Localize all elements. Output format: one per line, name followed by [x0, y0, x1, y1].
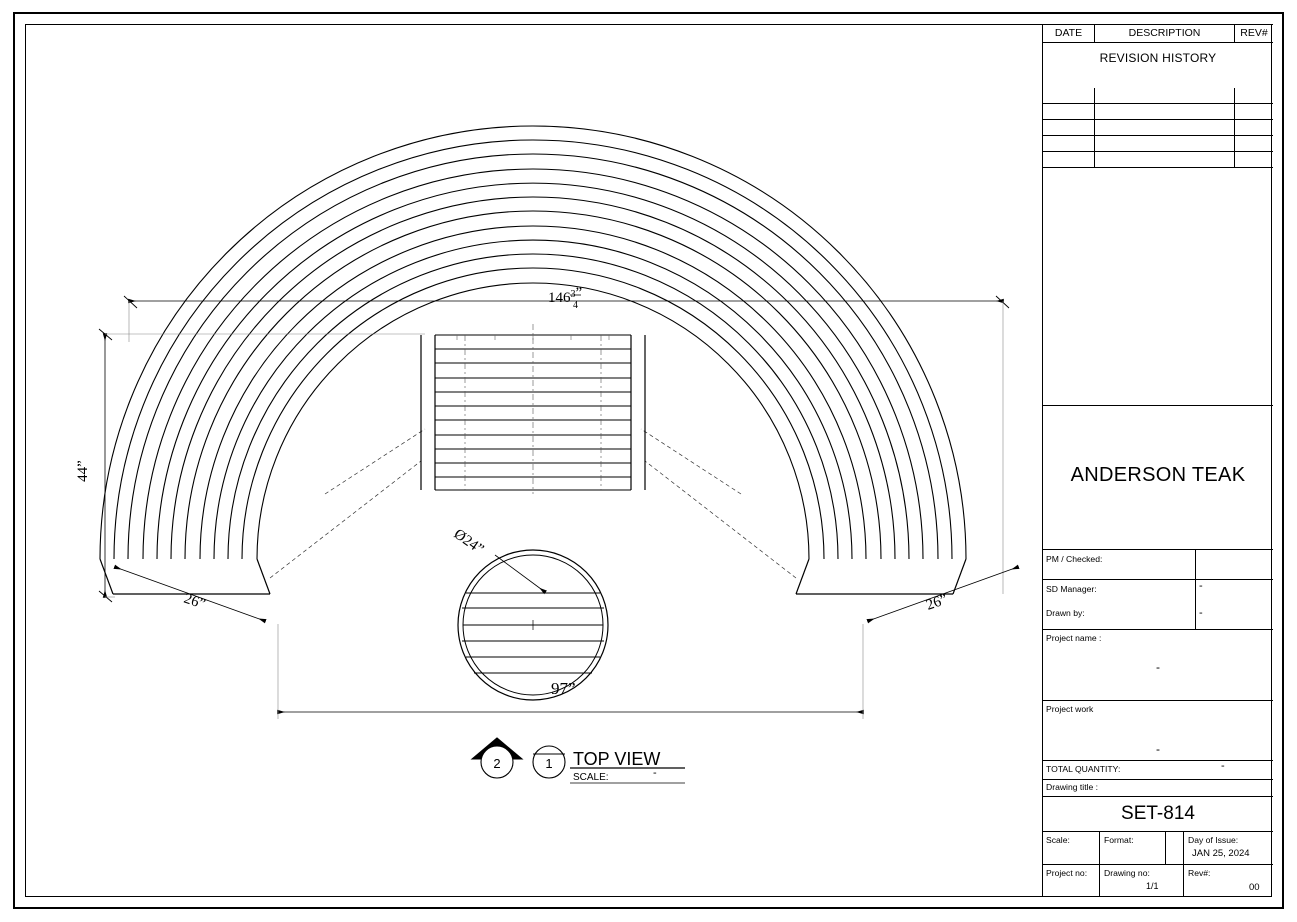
project-work-label: Project work — [1046, 704, 1094, 714]
view-scale-label: SCALE: — [573, 772, 609, 783]
project-name-value: - — [1156, 660, 1160, 674]
detail-bubble-right-label: 1 — [545, 756, 553, 771]
bench-top-joint-ticks — [457, 335, 609, 340]
view-title-group — [573, 749, 660, 783]
dim-depth-label: 44” — [75, 460, 91, 482]
revision-cell-date — [1043, 136, 1095, 151]
day-of-issue-value: JAN 25, 2024 — [1192, 848, 1250, 859]
scale-label: Scale: — [1046, 835, 1070, 845]
revision-cell-rev — [1235, 136, 1273, 151]
drawn-by-label: Drawn by: — [1046, 608, 1085, 618]
revision-col-rev: REV# — [1240, 27, 1268, 39]
revision-cell-description — [1095, 104, 1235, 119]
dim-inner-span — [278, 624, 863, 719]
table-row — [1043, 104, 1273, 120]
top-view-drawing — [25, 24, 1042, 897]
dim-depth — [99, 329, 425, 602]
table-row — [1043, 152, 1273, 168]
total-quantity-value: - — [1221, 760, 1225, 772]
drawing-number: SET-814 — [1121, 803, 1195, 824]
company-name: ANDERSON TEAK — [1070, 464, 1246, 486]
dim-overall-width-label: $146^3$” — [548, 285, 583, 306]
revision-cell-description — [1095, 152, 1235, 167]
dim-inner-span-label: 97” — [551, 679, 576, 698]
project-no-label: Project no: — [1046, 868, 1088, 878]
dim-end-left-label: 26” — [181, 590, 208, 613]
revision-cell-rev — [1235, 120, 1273, 135]
dim-table-diameter-label: Ø24” — [450, 526, 487, 558]
view-title: TOP VIEW — [573, 749, 661, 769]
day-of-issue-label: Day of Issue: — [1188, 835, 1239, 845]
table-row — [1043, 120, 1273, 136]
tb-vline-6 — [1099, 864, 1100, 897]
table-row — [1043, 136, 1273, 152]
title-block — [1042, 24, 1272, 897]
revision-col-description: DESCRIPTION — [1095, 25, 1235, 42]
rev-no-value: 00 — [1249, 882, 1260, 893]
revision-cell-rev — [1235, 152, 1273, 167]
revision-history-heading: REVISION HISTORY — [1099, 51, 1217, 65]
revision-col-date: DATE — [1043, 25, 1095, 42]
drawing-no-label: Drawing no: — [1104, 868, 1150, 878]
revision-history-rows — [1043, 88, 1273, 168]
format-label: Format: — [1104, 835, 1134, 845]
title-block-divider-8 — [1043, 779, 1273, 780]
dim-overall-width-frac-den: 4 — [573, 300, 578, 311]
dim-end-right-label: 26” — [924, 591, 950, 614]
table-row — [1043, 88, 1273, 104]
table-center-mark — [528, 620, 538, 630]
bench-end-caps — [100, 559, 966, 594]
tb-vline-4 — [1165, 831, 1166, 864]
revision-cell-date — [1043, 104, 1095, 119]
revision-cell-rev — [1235, 88, 1273, 103]
title-block-divider-3 — [1043, 579, 1273, 580]
drawing-area — [25, 24, 1042, 897]
title-block-divider-7 — [1043, 760, 1273, 761]
project-work-value: - — [1156, 742, 1160, 756]
title-block-divider-9 — [1043, 796, 1273, 797]
revision-cell-rev — [1235, 104, 1273, 119]
title-block-divider-2 — [1043, 549, 1273, 550]
tb-vline-2 — [1195, 579, 1196, 629]
title-block-divider-10 — [1043, 831, 1273, 832]
title-block-divider-6 — [1043, 700, 1273, 701]
drawing-title-label: Drawing title : — [1046, 782, 1099, 792]
drawing-no-value: 1/1 — [1146, 881, 1159, 891]
revision-cell-description — [1095, 120, 1235, 135]
dim-table-diameter — [495, 555, 545, 592]
revision-cell-date — [1043, 88, 1095, 103]
total-quantity-label: TOTAL QUANTITY: — [1046, 764, 1121, 774]
revision-cell-date — [1043, 152, 1095, 167]
revision-cell-description — [1095, 136, 1235, 151]
title-block-divider-11 — [1043, 864, 1273, 865]
pm-checked-label: PM / Checked: — [1046, 554, 1103, 564]
detail-bubble-left-label: 2 — [493, 756, 501, 771]
revision-cell-date — [1043, 120, 1095, 135]
revision-cell-description — [1095, 88, 1235, 103]
tb-vline-3 — [1099, 831, 1100, 864]
title-block-divider-1 — [1043, 405, 1273, 406]
sd-manager-label: SD Manager: — [1046, 584, 1097, 594]
project-name-label: Project name : — [1046, 633, 1102, 643]
title-block-divider-5 — [1043, 629, 1273, 630]
rev-no-label: Rev#: — [1188, 868, 1211, 878]
sd-manager-value: - — [1199, 580, 1203, 592]
tb-vline-1 — [1195, 549, 1196, 579]
revision-history-header-row — [1043, 24, 1273, 43]
drawn-by-value: - — [1199, 607, 1203, 619]
view-scale-value: - — [653, 767, 657, 779]
